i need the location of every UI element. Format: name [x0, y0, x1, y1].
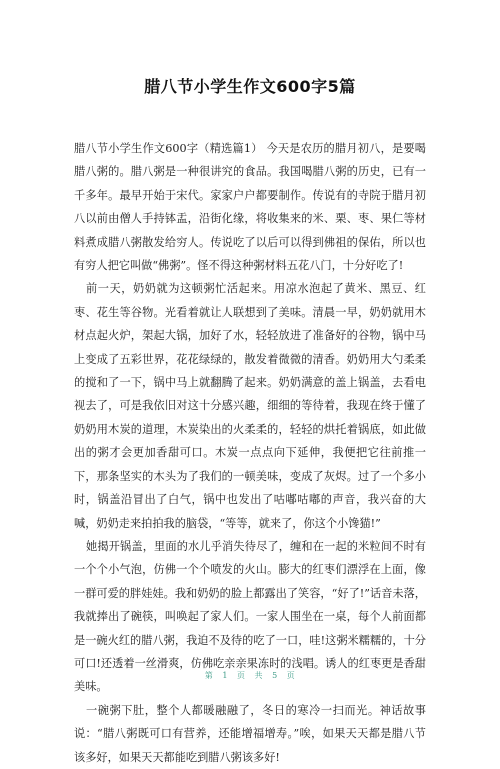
- footer-page-word: 页: [236, 671, 246, 680]
- paragraph-4: 一碗粥下肚，整个人都暖融融了，冬日的寒冷一扫而光。神话故事说：“腊八粥既可口有营养，还能增福增寿。”唉，如果天天都是腊八节该多好，如果天天都能吃到腊八粥该多好!: [74, 703, 426, 764]
- document-title: 腊八节小学生作文600字5篇: [144, 77, 356, 96]
- footer-total-prefix: 共: [254, 671, 264, 680]
- footer-total-word: 页: [286, 671, 296, 680]
- page-footer: [0, 670, 500, 681]
- paragraph-1: 腊八节小学生作文600字（精选篇1） 今天是农历的腊月初八，是要喝腊八粥的。腊八粥是一种很讲究的食品。我国喝腊八粥的历史，已有一千多年。最早开始于宋代。家家户户都要制作。传说有的寺院于腊月初八以前由僧人手持钵盂，沿街化缘，将收集来的米、栗、枣、果仁等材料煮成腊八粥散发给穷人。传说吃了以后可以得到佛祖的保佑，所以也有穷人把它叫做“佛粥”。怪不得这种粥材料五花八门，十分好吃了!: [74, 142, 426, 273]
- footer-prefix: 第: [204, 671, 214, 680]
- footer-total-pages: 5: [272, 671, 278, 680]
- paragraph-2: 前一天，奶奶就为这顿粥忙活起来。用凉水泡起了黄米、黑豆、红枣、花生等谷物。光看着就让人联想到了美味。清晨一早，奶奶就用木材点起火炉，架起大锅，加好了水，轻轻放进了准备好的谷物，锅中马上变成了五彩世界，花花绿绿的，散发着微微的清香。奶奶用大勺柔柔的搅和了一下，锅中马上就翻腾了起来。奶奶满意的盖上锅盖，去看电视去了，可是我依旧对这十分感兴趣，细细的等待着，我现在终于懂了奶奶用木炭的道理，木炭染出的火柔柔的，轻轻的烘托着锅底，如此做出的粥才会更加香甜可口。木炭一点点向下延伸，我便把它往前推一下，那条坚实的木头为了我们的一顿美味，变成了灰烬。过了一个多小时，锅盖沿冒出了白气，锅中也发出了咕嘟咕嘟的声音，我兴奋的大喊，奶奶走来拍拍我的脑袋，“等等，就来了，你这个小馋猫!”: [74, 282, 426, 530]
- paragraph-3: 她揭开锅盖，里面的水儿乎消失待尽了，缠和在一起的米粒间不时有一个个小气泡，仿佛一个个喷发的火山。膨大的红枣们漂浮在上面，像一群可爱的胖娃娃。我和奶奶的脸上都露出了笑容，“好了!”话音未落，我就捧出了碗筷，叫唤起了家人们。一家人围坐在一桌，每个人前面都是一碗火红的腊八粥，我迫不及待的吃了一口，哇!这粥米糯糯的，十分可口!还透着一丝滑爽，仿佛吃亲亲果冻时的浅唱。诱人的红枣更是香甜美味。: [74, 539, 426, 694]
- footer-page-number: 1: [222, 671, 228, 680]
